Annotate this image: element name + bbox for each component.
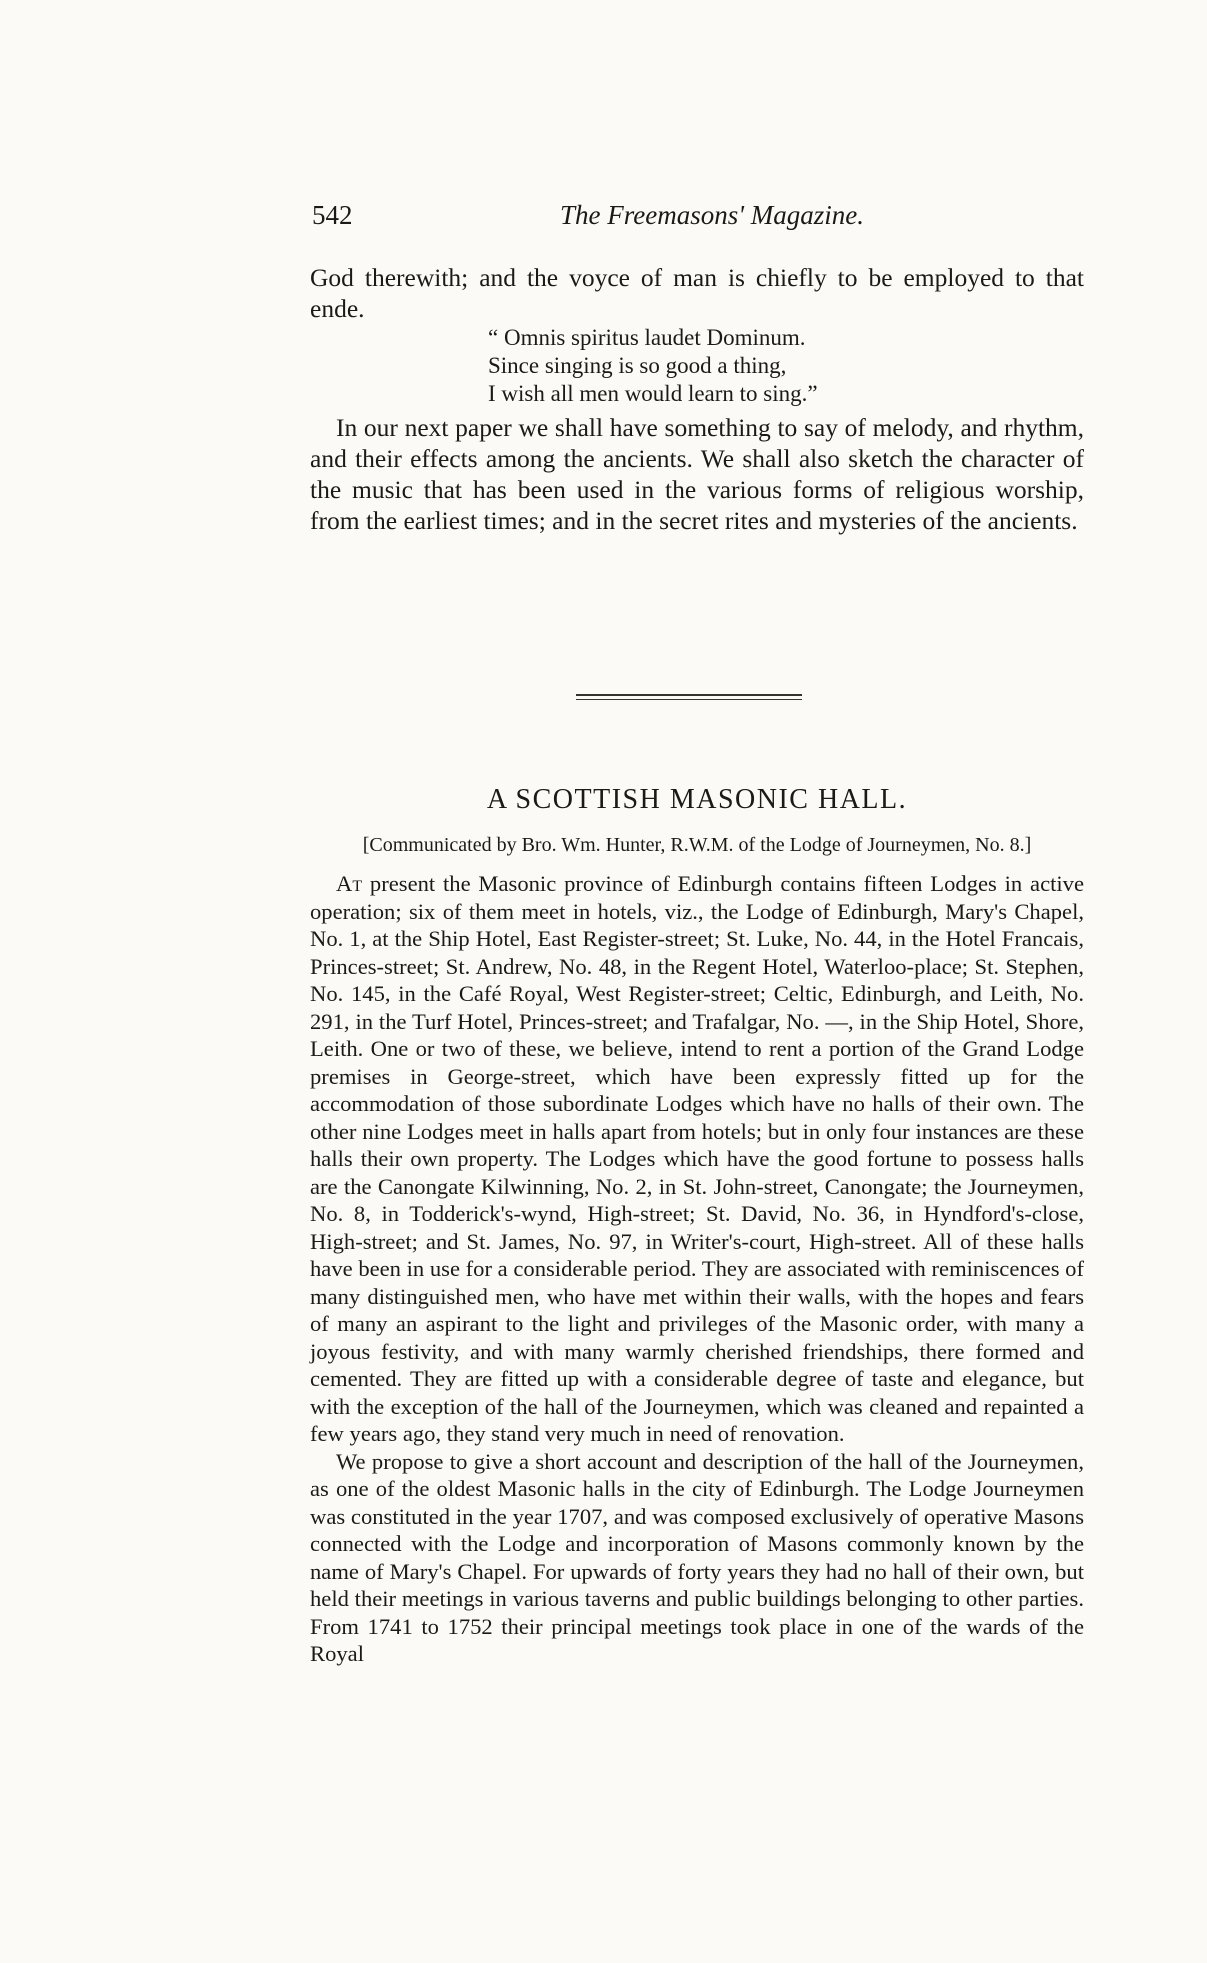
article-paragraph: We propose to give a short account and description of the hall of the Journeymen, as one of the oldest Masonic halls in the city of Edinburgh. The Lodge Journeymen was constituted in the year 1707, and was composed exclusively of operative Masons connected with the Lodge and incorporation of Masons commonly known by the name of Mary's Chapel. For upwards of forty years they had no hall of their own, but held their meetings in various taverns and public buildings belonging to other parties. From 1741 to 1752 their principal meetings took place in one of the wards of the Royal	[310, 1448, 1084, 1666]
page-header	[312, 200, 1082, 240]
paragraph-text: present the Masonic province of Edinburgh contains fifteen Lodges in active operation; six of them meet in hotels, viz., the Lodge of Edinburgh, Mary's Chapel, No. 1, at the Ship Hotel, East Register-street; St. Luke, No. 44, in the Hotel Francais, Princes-street; St. Andrew, No. 48, in the Regent Hotel, Waterloo-place; St. Stephen, No. 145, in the Café Royal, West Register-street; Celtic, Edinburgh, and Leith, No. 291, in the Turf Hotel, Princes-street; and Trafalgar, No. —, in the Ship Hotel, Shore, Leith. One or two of these, we believe, intend to rent a portion of the Grand Lodge premises in George-street, which have been expressly fitted up for the accommodation of those subordinate Lodges which have no halls of their own. The other nine Lodges meet in halls apart from hotels; but in only four instances are these halls their own property. The Lodges which have the good fortune to possess halls are the Canongate Kilwinning, No. 2, in St. John-street, Canongate; the Journeymen, No. 8, in Todderick's-wynd, High-street; St. David, No. 36, in Hyndford's-close, High-street; and St. James, No. 97, in Writer's-court, High-street. All of these halls have been in use for a considerable period. They are associated with reminiscences of many distinguished men, who have met within their walls, with the hopes and fears of many an aspirant to the light and privileges of the Masonic order, with many a joyous festivity, and with many warmly cherished friendships, there formed and cemented. They are fitted up with a considerable degree of taste and elegance, but with the exception of the hall of the Journeymen, which was cleaned and repainted a few years ago, they stand very much in need of renovation.	[310, 871, 1084, 1446]
article-paragraph	[310, 870, 1084, 1448]
page-number: 542	[312, 200, 353, 230]
verse-quote	[310, 324, 1084, 408]
quote-line: Since singing is so good a thing,	[488, 353, 787, 378]
article-byline: [Communicated by Bro. Wm. Hunter, R.W.M. of the Lodge of Journeymen, No. 8.]	[362, 834, 1032, 856]
running-title: The Freemasons' Magazine.	[560, 200, 864, 230]
continuation-paragraph: God therewith; and the voyce of man is chiefly to be employed to that ende.	[310, 263, 1084, 323]
previous-article-ending	[310, 262, 1084, 536]
closing-paragraph: In our next paper we shall have something to say of melody, and rhythm, and their effects among the ancients. We shall also sketch the character of the music that has been used in the various forms of religious worship, from the earliest times; and in the secret rites and mysteries of the ancients.	[310, 413, 1084, 535]
section-divider	[576, 699, 802, 700]
quote-line: “ Omnis spiritus laudet Dominum.	[488, 325, 806, 350]
article-title: A SCOTTISH MASONIC HALL.	[486, 784, 908, 815]
quote-line: I wish all men would learn to sing.”	[488, 381, 818, 406]
drop-lead-word: At	[336, 871, 363, 896]
article-body	[310, 870, 1084, 1668]
section-divider	[576, 694, 802, 696]
